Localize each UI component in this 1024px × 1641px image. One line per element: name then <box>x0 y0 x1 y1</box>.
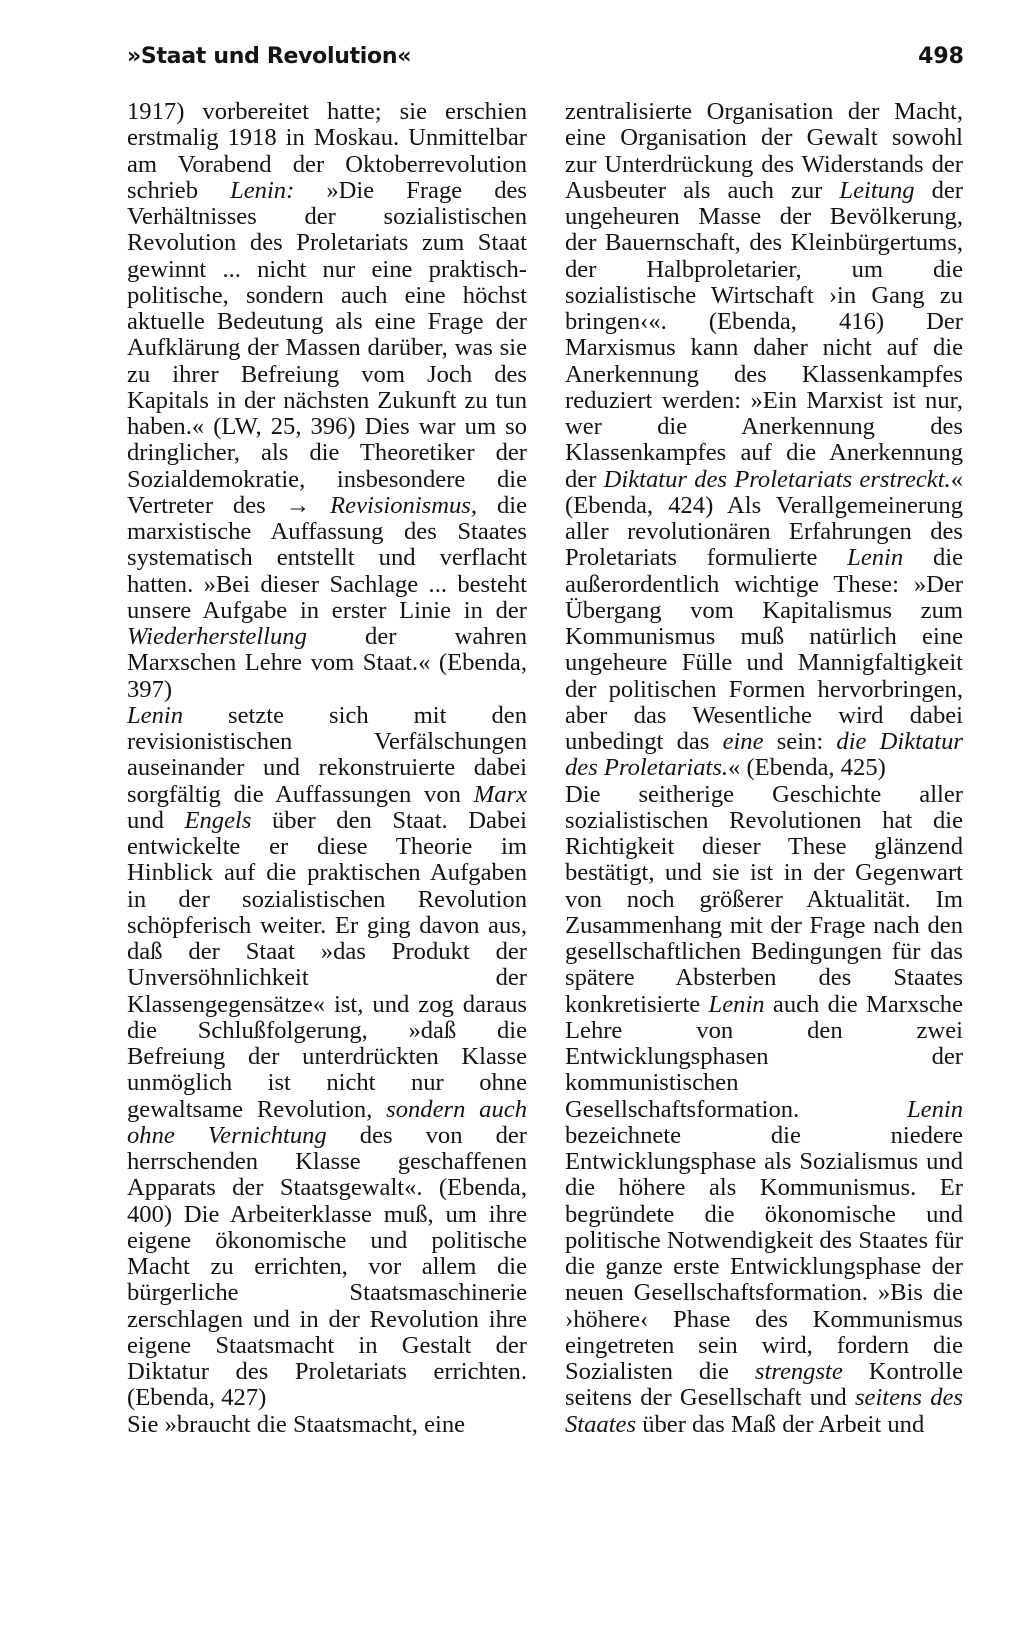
text-run: über den Staat. Dabei entwickelte er diese Theorie im Hinblick auf die praktischen Aufgaben in der sozialistischen Revolution schöpferisch weiter. Er ging davon aus, daß der Staat »das Produkt der Unversöhnlichkeit der Klassengegensätze« ist, und zog daraus die Schlußfolgerung, »daß die Befreiung der unterdrückten Klasse unmöglich ist nicht nur ohne gewaltsame Revolution, <box>127 806 527 1123</box>
italic-run: Lenin: <box>230 176 295 204</box>
italic-run: Engels <box>184 806 252 834</box>
italic-run: Lenin <box>127 701 184 729</box>
right-column <box>565 99 963 1438</box>
text-run: »Die Frage des Verhältnisses der sozialistischen Revolution des Proletariats zum Staat gewinnt ... nicht nur eine praktisch-politische, sondern auch eine höchst aktuelle Bedeutung als eine Frage der Aufklärung der Massen darüber, was sie zu ihrer Befreiung vom Joch des Kapitals in der nächsten Zukunft zu tun haben.« (LW, 25, 396) Dies war um so dringlicher, als die Theoretiker der Sozialdemokratie, insbesondere die Vertreter des → <box>127 176 527 519</box>
text-run: die marxistische Auffassung des Staates systematisch entstellt und verflacht hatten. »Bei dieser Sachlage ... besteht unsere Aufgabe in erster Linie in der <box>127 491 527 624</box>
italic-run: seitens des Staates <box>565 1384 963 1438</box>
italic-run: Leitung <box>839 176 915 204</box>
text-run: über das Maß der Arbeit und <box>636 1410 925 1438</box>
italic-run: Wiederherstellung <box>127 623 307 650</box>
italic-run: strengste <box>754 1358 843 1385</box>
text-run: auch die Marxsche Lehre von den zwei Entwicklungsphasen der kommunistischen Gesellschaftsformation. <box>565 990 963 1123</box>
text-run: Die seitherige Geschichte aller sozialistischen Revolutionen hat die Richtigkeit dieser These glänzend bestätigt, und sie ist in der Gegenwart von noch größerer Aktualität. Im Zusammenhang mit der Frage nach den gesellschaftlichen Bedingungen für das spätere Absterben des Staates konkretisierte <box>565 780 963 1018</box>
italic-run: sondern auch ohne Vernichtung <box>127 1095 527 1149</box>
text-run: Sie »braucht die Staatsmacht, eine <box>127 1410 466 1438</box>
italic-run: Lenin <box>847 544 904 572</box>
text-run: sein: <box>763 728 837 755</box>
left-paragraph-1 <box>127 99 527 703</box>
italic-run: eine <box>722 728 764 755</box>
text-run: der ungeheuren Masse der Bevölkerung, der Bauernschaft, des Kleinbürgertums, der Halbproletarier, um die sozialistische Wirtschaft ›in Gang zu bringen‹«. (Ebenda, 416) Der Marxismus kann daher nicht auf die Anerkennung des Klassenkampfes reduziert werden: »Ein Marxist ist nur, wer die Anerkennung des Klassenkampfes auf die Anerkennung der <box>565 176 963 493</box>
italic-run: Lenin <box>708 990 765 1018</box>
text-run: der wahren Marxschen Lehre vom Staat.« (Ebenda, 397) <box>127 623 527 703</box>
right-paragraph-2 <box>565 782 963 1438</box>
text-run: bezeichnete die niedere Entwicklungsphase als Sozialismus und die höhere als Kommunismus. Er begründete die ökonomische und politische Notwendigkeit des Staates für die ganze erste Entwicklungsphase der neuen Gesellschaftsformation. »Bis die ›höhere‹ Phase des Kommunismus eingetreten sein wird, fordern die Sozialisten die <box>565 1121 963 1385</box>
italic-run: Lenin <box>906 1095 963 1123</box>
text-run: die außerordentlich wichtige These: »Der Übergang vom Kapitalismus zum Kommunismus muß natürlich eine ungeheure Fülle und Mannigfaltigkeit der politischen Formen hervorbringen, aber das Wesentliche wird dabei unbedingt das <box>565 544 963 755</box>
page-number: 498 <box>918 44 964 69</box>
left-paragraph-3 <box>127 1412 527 1438</box>
text-run: Kontrolle seitens der Gesellschaft und <box>565 1358 964 1412</box>
italic-run: Marx <box>473 780 527 808</box>
right-paragraph-1 <box>565 99 963 782</box>
text-run: « (Ebenda, 425) <box>728 754 886 782</box>
italic-run: die Diktatur des Proletariats. <box>565 728 963 782</box>
text-run: zentralisierte Organisation der Macht, eine Organisation der Gewalt sowohl zur Unterdrückung des Widerstands der Ausbeuter als auch zur <box>565 98 963 204</box>
text-run: und <box>127 806 185 834</box>
text-run: « (Ebenda, 424) Als Verallgemeinerung aller revolutionären Erfahrungen des Proletariats formulierte <box>565 465 963 572</box>
text-run: des von der herrschenden Klasse geschaffenen Apparats der Staatsgewalt«. (Ebenda, 400) Die Arbeiterklasse muß, um ihre eigene ökonomische und politische Macht zu errichten, vor allem die bürgerliche Staatsmaschinerie zerschlagen und in der Revolution ihre eigene Staatsmacht in Gestalt der Diktatur des Proletariats errichten. (Ebenda, 427) <box>127 1121 527 1412</box>
left-paragraph-2 <box>127 703 527 1412</box>
running-head-title: »Staat und Revolution« <box>127 44 412 69</box>
left-column <box>127 99 527 1438</box>
italic-run: Diktatur des Proletariats erstreckt. <box>603 465 951 493</box>
text-run: setzte sich mit den revisionistischen Verfälschungen auseinander und rekonstruierte dabei sorgfältig die Auffassungen von <box>127 701 527 808</box>
italic-run: Revisionismus, <box>330 491 478 519</box>
text-run: 1917) vorbereitet hatte; sie erschien erstmalig 1918 in Moskau. Unmittelbar am Vorabend der Oktoberrevolution schrieb <box>127 98 527 204</box>
